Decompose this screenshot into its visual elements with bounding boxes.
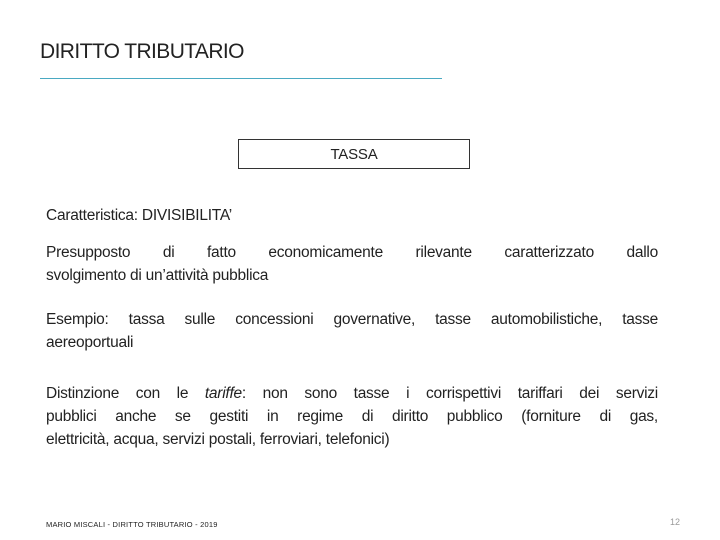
tassa-label: TASSA	[330, 145, 378, 163]
page-number: 12	[669, 517, 680, 527]
presupposto-line-2: svolgimento di un’attività pubblica	[46, 267, 269, 284]
esempio-line-1: Esempio: tassa sulle concessioni governative, tasse automobilistiche, tasse	[46, 311, 658, 328]
tassa-box	[238, 139, 470, 169]
presupposto-paragraph	[46, 241, 658, 287]
esempio-paragraph	[46, 308, 658, 354]
title-underline	[40, 78, 442, 79]
esempio-line-2: aereoportuali	[46, 334, 134, 351]
distinzione-line-1	[46, 382, 658, 405]
distinzione-paragraph	[46, 382, 658, 451]
slide-title: DIRITTO TRIBUTARIO	[40, 40, 244, 63]
presupposto-line-1: Presupposto di fatto economicamente rilevante caratterizzato dallo	[46, 244, 658, 261]
distinzione-line-1-rest: : non sono tasse i corrispettivi tariffari dei servizi	[241, 385, 658, 402]
tariffe-term: tariffe	[204, 385, 242, 402]
distinzione-line-3: elettricità, acqua, servizi postali, ferroviari, telefonici)	[46, 431, 390, 448]
distinzione-prefix: Distinzione con le	[46, 385, 205, 402]
footer-text: MARIO MISCALI - DIRITTO TRIBUTARIO - 2019	[46, 520, 218, 529]
distinzione-line-2: pubblici anche se gestiti in regime di diritto pubblico (forniture di gas,	[46, 408, 658, 425]
caratteristica-paragraph	[46, 204, 232, 227]
caratteristica-text: Caratteristica: DIVISIBILITA’	[46, 207, 232, 224]
